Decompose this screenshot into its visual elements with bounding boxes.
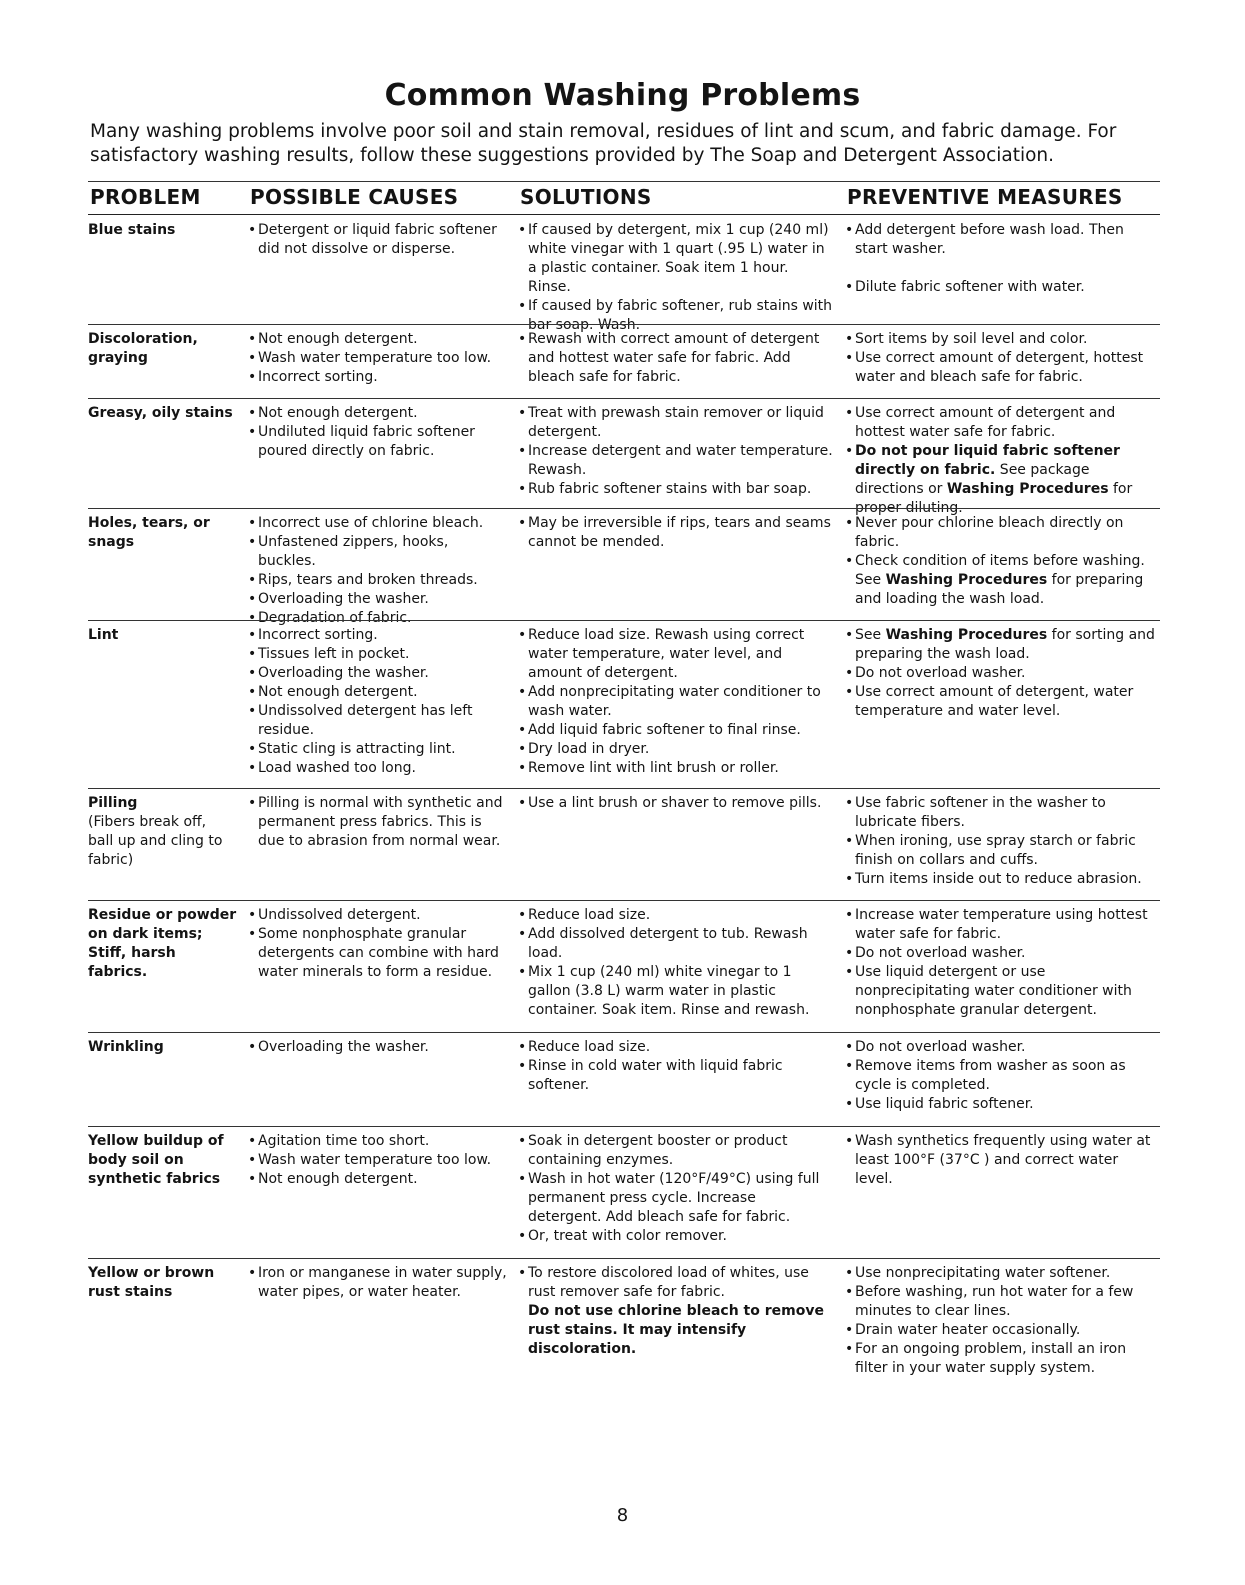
list-item: • Incorrect use of chlorine bleach. bbox=[248, 514, 508, 533]
problem-cell: Residue or powder on dark items; Stiff, harsh fabrics. bbox=[88, 907, 237, 980]
list-item: • Use liquid fabric softener. bbox=[845, 1095, 1160, 1114]
header-preventive-measures: PREVENTIVE MEASURES bbox=[847, 185, 1123, 209]
list-item: • Rips, tears and broken threads. bbox=[248, 571, 508, 590]
list-item: • Overloading the washer. bbox=[248, 664, 508, 683]
list-item: • If caused by detergent, mix 1 cup (240 ml) white vinegar with 1 quart (.95 L) water in a plastic container. Soak item 1 hour. Rinse. bbox=[518, 221, 833, 297]
list-item: • For an ongoing problem, install an iron filter in your water supply system. bbox=[845, 1340, 1160, 1378]
preventive-cell bbox=[845, 514, 1160, 609]
causes-cell bbox=[248, 514, 508, 628]
list-item: • Add dissolved detergent to tub. Rewash load. bbox=[518, 925, 833, 963]
list-item: • Dry load in dryer. bbox=[518, 740, 833, 759]
preventive-cell bbox=[845, 906, 1160, 1020]
list-item: • Not enough detergent. bbox=[248, 1170, 508, 1189]
header-top-rule bbox=[88, 181, 1160, 182]
preventive-cell bbox=[845, 330, 1160, 387]
preventive-cell bbox=[845, 404, 1160, 518]
table-row bbox=[88, 788, 1160, 899]
problem-cell: Discoloration, graying bbox=[88, 331, 198, 366]
solutions-cell bbox=[518, 1038, 833, 1095]
problem-cell: Yellow buildup of body soil on synthetic fabrics bbox=[88, 1133, 224, 1187]
solutions-cell bbox=[518, 514, 833, 552]
list-item: • Use correct amount of detergent, water temperature and water level. bbox=[845, 683, 1160, 721]
list-item: • Do not overload washer. bbox=[845, 944, 1160, 963]
table-row bbox=[88, 508, 1160, 626]
list-item: • Unfastened zippers, hooks, buckles. bbox=[248, 533, 508, 571]
intro-paragraph: Many washing problems involve poor soil and stain removal, residues of lint and scum, and fabric damage. For satisfactory washing results, follow these suggestions provided by The Soap and Detergent Association. bbox=[90, 121, 1117, 166]
warning-text: Do not use chlorine bleach to remove rust stains. It may intensify discoloration. bbox=[528, 1303, 824, 1357]
list-item: • Wash in hot water (120°F/49°C) using full permanent press cycle. Increase detergent. Add bleach safe for fabric. bbox=[518, 1170, 833, 1227]
list-item: • Do not overload washer. bbox=[845, 664, 1160, 683]
causes-cell bbox=[248, 1264, 508, 1302]
solutions-cell bbox=[518, 221, 833, 335]
list-item: • Tissues left in pocket. bbox=[248, 645, 508, 664]
list-item: • Remove lint with lint brush or roller. bbox=[518, 759, 833, 778]
header-problem: PROBLEM bbox=[90, 185, 201, 209]
list-item: • Use a lint brush or shaver to remove pills. bbox=[518, 794, 833, 813]
table-header bbox=[90, 185, 1162, 215]
list-item: • When ironing, use spray starch or fabric finish on collars and cuffs. bbox=[845, 832, 1160, 870]
table-row bbox=[88, 216, 1160, 333]
list-item: • Increase water temperature using hottest water safe for fabric. bbox=[845, 906, 1160, 944]
list-item: • Wash synthetics frequently using water at least 100°F (37°C ) and correct water level. bbox=[845, 1132, 1160, 1189]
preventive-cell bbox=[845, 221, 1160, 297]
list-item: • Use correct amount of detergent, hottest water and bleach safe for fabric. bbox=[845, 349, 1160, 387]
table-row bbox=[88, 324, 1160, 397]
header-bottom-rule bbox=[88, 214, 1160, 215]
causes-cell bbox=[248, 330, 508, 387]
causes-cell bbox=[248, 404, 508, 461]
preventive-cell bbox=[845, 626, 1160, 721]
list-item: • Use fabric softener in the washer to lubricate fibers. bbox=[845, 794, 1160, 832]
list-item: • Mix 1 cup (240 ml) white vinegar to 1 gallon (3.8 L) warm water in plastic container. Soak item. Rinse and rewash. bbox=[518, 963, 833, 1020]
solutions-cell bbox=[518, 1132, 833, 1246]
list-item: • Incorrect sorting. bbox=[248, 368, 508, 387]
list-item: • Overloading the washer. bbox=[248, 1038, 508, 1057]
solutions-cell bbox=[518, 330, 833, 387]
solutions-cell bbox=[518, 626, 833, 778]
list-item: • Rinse in cold water with liquid fabric softener. bbox=[518, 1057, 833, 1095]
list-item: • If caused by fabric softener, rub stains with bar soap. Wash. bbox=[518, 297, 833, 335]
solutions-cell bbox=[518, 1264, 833, 1359]
solutions-cell bbox=[518, 404, 833, 499]
problem-cell: Pilling (Fibers break off, ball up and cling to fabric) bbox=[88, 795, 223, 868]
list-item: • Pilling is normal with synthetic and permanent press fabrics. This is due to abrasion from normal wear. bbox=[248, 794, 508, 851]
solutions-cell bbox=[518, 906, 833, 1020]
list-item: • Add detergent before wash load. Then start washer. bbox=[845, 221, 1160, 259]
problem-cell: Holes, tears, or snags bbox=[88, 515, 210, 550]
problem-cell: Greasy, oily stains bbox=[88, 405, 233, 421]
solutions-cell bbox=[518, 794, 833, 813]
causes-cell bbox=[248, 906, 508, 982]
list-item: • Increase detergent and water temperature. Rewash. bbox=[518, 442, 833, 480]
list-item: • Rewash with correct amount of detergent and hottest water safe for fabric. Add bleach safe for fabric. bbox=[518, 330, 833, 387]
list-item: • Do not pour liquid fabric softener directly on fabric. See package directions or Washing Procedures for proper diluting. bbox=[845, 442, 1160, 518]
table-row bbox=[88, 620, 1160, 787]
page-number: 8 bbox=[616, 1505, 629, 1526]
list-item: • Add liquid fabric softener to final rinse. bbox=[518, 721, 833, 740]
list-item: • To restore discolored load of whites, use rust remover safe for fabric. bbox=[518, 1264, 833, 1302]
causes-cell bbox=[248, 1132, 508, 1189]
list-item: • Before washing, run hot water for a few minutes to clear lines. bbox=[845, 1283, 1160, 1321]
list-item: • May be irreversible if rips, tears and seams cannot be mended. bbox=[518, 514, 833, 552]
list-item: • Wash water temperature too low. bbox=[248, 349, 508, 368]
table-row bbox=[88, 1126, 1160, 1257]
list-item: • Rub fabric softener stains with bar soap. bbox=[518, 480, 833, 499]
list-item: • Incorrect sorting. bbox=[248, 626, 508, 645]
list-item: • Use correct amount of detergent and hottest water safe for fabric. bbox=[845, 404, 1160, 442]
table-row bbox=[88, 1258, 1160, 1389]
list-item: • Add nonprecipitating water conditioner to wash water. bbox=[518, 683, 833, 721]
list-item: • Undissolved detergent. bbox=[248, 906, 508, 925]
list-item: • Remove items from washer as soon as cycle is completed. bbox=[845, 1057, 1160, 1095]
list-item: • Static cling is attracting lint. bbox=[248, 740, 508, 759]
list-item: • Use nonprecipitating water softener. bbox=[845, 1264, 1160, 1283]
list-item: • See Washing Procedures for sorting and preparing the wash load. bbox=[845, 626, 1160, 664]
list-item: • Not enough detergent. bbox=[248, 330, 508, 349]
list-item: • Or, treat with color remover. bbox=[518, 1227, 833, 1246]
list-item: • Not enough detergent. bbox=[248, 683, 508, 702]
list-item: • Drain water heater occasionally. bbox=[845, 1321, 1160, 1340]
problem-cell: Lint bbox=[88, 627, 119, 643]
list-item: • Some nonphosphate granular detergents can combine with hard water minerals to form a residue. bbox=[248, 925, 508, 982]
list-item: • Reduce load size. bbox=[518, 906, 833, 925]
preventive-cell bbox=[845, 1264, 1160, 1378]
list-item: • Treat with prewash stain remover or liquid detergent. bbox=[518, 404, 833, 442]
list-item: • Undiluted liquid fabric softener poured directly on fabric. bbox=[248, 423, 508, 461]
table-row bbox=[88, 1032, 1160, 1125]
causes-cell bbox=[248, 1038, 508, 1057]
list-item: • Iron or manganese in water supply, water pipes, or water heater. bbox=[248, 1264, 508, 1302]
causes-cell bbox=[248, 626, 508, 778]
preventive-cell bbox=[845, 1038, 1160, 1114]
list-item: • Turn items inside out to reduce abrasion. bbox=[845, 870, 1160, 889]
preventive-cell bbox=[845, 1132, 1160, 1189]
list-item: • Soak in detergent booster or product containing enzymes. bbox=[518, 1132, 833, 1170]
list-item: • Undissolved detergent has left residue. bbox=[248, 702, 508, 740]
causes-cell bbox=[248, 794, 508, 851]
table-row bbox=[88, 398, 1160, 516]
page-title: Common Washing Problems bbox=[384, 78, 861, 113]
list-item: • Overloading the washer. bbox=[248, 590, 508, 609]
list-item: • Detergent or liquid fabric softener did not dissolve or disperse. bbox=[248, 221, 508, 259]
list-item: • Never pour chlorine bleach directly on fabric. bbox=[845, 514, 1160, 552]
problem-cell: Blue stains bbox=[88, 222, 176, 238]
list-item: • Sort items by soil level and color. bbox=[845, 330, 1160, 349]
list-item: • Reduce load size. Rewash using correct water temperature, water level, and amount of detergent. bbox=[518, 626, 833, 683]
list-item: • Degradation of fabric. bbox=[248, 609, 508, 628]
table-row bbox=[88, 900, 1160, 1031]
list-item: • Dilute fabric softener with water. bbox=[845, 278, 1160, 297]
list-item: • Check condition of items before washing. See Washing Procedures for preparing and loading the wash load. bbox=[845, 552, 1160, 609]
list-item: • Use liquid detergent or use nonprecipitating water conditioner with nonphosphate granular detergent. bbox=[845, 963, 1160, 1020]
problem-cell: Wrinkling bbox=[88, 1039, 164, 1055]
list-item: • Agitation time too short. bbox=[248, 1132, 508, 1151]
list-item: • Reduce load size. bbox=[518, 1038, 833, 1057]
problem-cell: Yellow or brown rust stains bbox=[88, 1265, 215, 1300]
list-item: • Not enough detergent. bbox=[248, 404, 508, 423]
preventive-cell bbox=[845, 794, 1160, 889]
list-item: • Wash water temperature too low. bbox=[248, 1151, 508, 1170]
header-solutions: SOLUTIONS bbox=[520, 185, 652, 209]
list-item: • Do not overload washer. bbox=[845, 1038, 1160, 1057]
header-possible-causes: POSSIBLE CAUSES bbox=[250, 185, 459, 209]
causes-cell bbox=[248, 221, 508, 259]
list-item: • Load washed too long. bbox=[248, 759, 508, 778]
